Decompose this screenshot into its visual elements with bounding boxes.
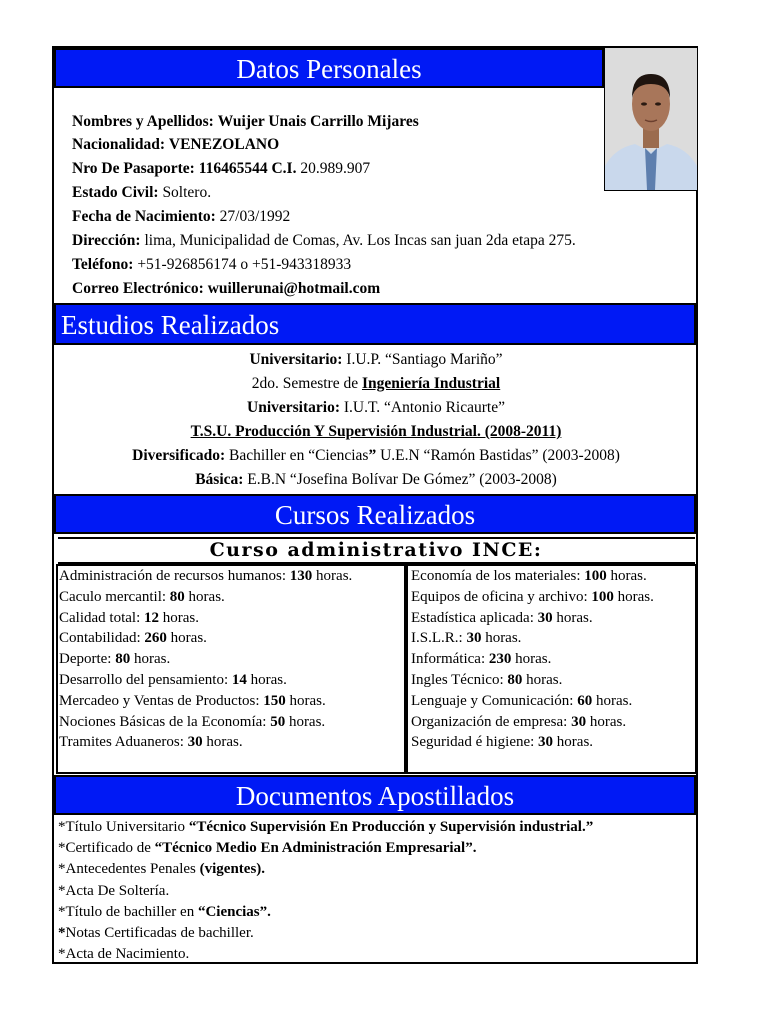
study-uni1 <box>56 349 696 371</box>
course-hours: 30 <box>538 734 554 751</box>
address-row <box>72 230 576 252</box>
course-unit: horas. <box>556 609 593 626</box>
section-studies-header <box>54 303 696 345</box>
course-unit: horas. <box>515 651 552 668</box>
list-item <box>58 817 694 838</box>
list-item <box>58 859 694 880</box>
study-diversificado <box>56 445 696 467</box>
study-uni2-label: Universitario: <box>247 399 340 416</box>
study-semester <box>56 373 696 395</box>
section-documents-title: Documentos Apostillados <box>235 781 515 811</box>
course-name: Equipos de oficina y archivo: <box>411 588 588 605</box>
section-personal-title: Datos Personales <box>236 54 422 84</box>
name-value: Wuijer Unais Carrillo Mijares <box>217 113 419 130</box>
course-unit: horas. <box>589 713 627 730</box>
list-item <box>58 881 694 902</box>
course-unit: horas. <box>595 692 633 709</box>
course-hours: 100 <box>591 588 614 605</box>
course-name: Organización de empresa: <box>411 713 568 730</box>
passport-label: Nro De Pasaporte: <box>72 160 195 177</box>
document-text: Notas Certificadas de bachiller. <box>65 925 254 942</box>
course-name: Deporte: <box>59 651 112 668</box>
ci-label: C.I. <box>271 160 297 177</box>
document-text: *Título Universitario <box>58 819 186 835</box>
section-courses-header <box>54 494 696 534</box>
document-bold: “Ciencias”. <box>197 903 271 920</box>
course-name: Administración de recursos humanos: <box>59 568 287 584</box>
course-hours: 100 <box>584 568 607 584</box>
civil-label: Estado Civil: <box>72 184 159 201</box>
course-unit: horas. <box>610 568 647 584</box>
course-unit: horas. <box>316 568 353 584</box>
birth-label: Fecha de Nacimiento: <box>72 208 216 225</box>
course-unit: horas. <box>485 630 522 647</box>
document-text: *Acta de Nacimiento. <box>58 946 190 963</box>
course-unit: horas. <box>617 588 654 605</box>
course-name: Nociones Básicas de la Economía: <box>59 713 267 730</box>
study-tsu-value: T.S.U. Producción Y Supervisión Industrial. (2008-2011) <box>190 423 562 440</box>
person-portrait-icon <box>605 48 697 190</box>
course-name: Contabilidad: <box>59 630 141 647</box>
course-name: Caculo mercantil: <box>59 588 167 605</box>
course-unit: horas. <box>188 588 225 605</box>
birth-value: 27/03/1992 <box>219 208 291 225</box>
list-item <box>59 732 389 753</box>
course-hours: 260 <box>144 630 167 647</box>
document-text: *Título de bachiller en <box>58 903 195 920</box>
course-hours: 50 <box>270 713 286 730</box>
course-unit: horas. <box>526 671 563 688</box>
name-row <box>72 111 419 133</box>
course-name: Desarrollo del pensamiento: <box>59 671 229 688</box>
course-name: Seguridad é higiene: <box>411 734 535 751</box>
passport-value: 116465544 <box>198 160 268 177</box>
study-uni1-label: Universitario: <box>249 351 343 368</box>
course-unit: horas. <box>133 651 171 668</box>
list-item <box>411 587 697 608</box>
section-courses-title: Cursos Realizados <box>274 500 476 530</box>
document-bold: (vigentes). <box>199 861 266 878</box>
phone-value: +51-926856174 o +51-943318933 <box>137 256 352 273</box>
list-item <box>411 649 697 670</box>
documents-list <box>58 817 694 965</box>
study-uni2-value: I.U.T. “Antonio Ricaurte” <box>343 399 505 416</box>
course-hours: 12 <box>143 609 159 626</box>
list-item <box>59 566 389 587</box>
list-item <box>58 923 694 944</box>
document-bold: * <box>58 925 66 942</box>
list-item <box>59 649 389 670</box>
course-unit: horas. <box>170 630 207 647</box>
course-unit: horas. <box>289 692 326 709</box>
birth-row <box>72 206 290 228</box>
course-name: Calidad total: <box>59 609 141 626</box>
passport-row <box>72 158 370 180</box>
list-item <box>58 902 694 923</box>
study-basic-value: E.B.N “Josefina Bolívar De Gómez” (2003-2008) <box>247 471 557 488</box>
list-item <box>411 608 697 629</box>
list-item <box>59 628 389 649</box>
list-item <box>59 712 389 733</box>
course-hours: 150 <box>263 692 286 709</box>
course-hours: 30 <box>466 630 482 647</box>
course-name: Estadística aplicada: <box>411 609 534 626</box>
list-item <box>411 670 697 691</box>
phone-label: Teléfono: <box>72 256 134 273</box>
list-item <box>58 838 694 859</box>
study-semester-prefix: 2do. Semestre de <box>251 375 359 392</box>
nationality-row <box>72 134 279 156</box>
course-hours: 30 <box>187 734 203 751</box>
course-hours: 130 <box>289 568 313 584</box>
study-semester-value: Ingeniería Industrial <box>361 375 501 392</box>
document-text: *Certificado de <box>58 840 151 857</box>
course-name: Informática: <box>411 651 486 668</box>
study-div-label: Diversificado: <box>132 447 226 464</box>
course-list-left <box>59 566 389 753</box>
course-name: Lenguaje y Comunicación: <box>411 692 574 709</box>
course-hours: 30 <box>571 713 587 730</box>
study-tsu <box>56 421 696 443</box>
course-name: Ingles Técnico: <box>411 671 504 688</box>
course-hours: 80 <box>507 671 523 688</box>
section-personal-header <box>54 48 604 88</box>
list-item <box>411 691 697 712</box>
course-hours: 60 <box>577 692 593 709</box>
document-bold: “Técnico Medio En Administración Empresarial”. <box>154 840 477 857</box>
ci-value: 20.989.907 <box>300 160 371 177</box>
email-label: Correo Electrónico: <box>72 280 204 297</box>
phone-row <box>72 254 351 276</box>
address-label: Dirección: <box>72 232 141 249</box>
list-item <box>411 712 697 733</box>
civil-value: Soltero. <box>162 184 212 201</box>
course-name: I.S.L.R.: <box>411 630 463 647</box>
course-name: Economía de los materiales: <box>411 568 581 584</box>
study-basic-label: Básica: <box>195 471 244 488</box>
course-name: Mercadeo y Ventas de Productos: <box>59 692 260 709</box>
list-item <box>59 670 389 691</box>
name-label: Nombres y Apellidos: <box>72 113 214 130</box>
list-item <box>59 587 389 608</box>
document-text: *Antecedentes Penales <box>58 861 196 878</box>
study-uni2 <box>56 397 696 419</box>
study-div-value-c: U.E.N “Ramón Bastidas” (2003-2008) <box>380 447 620 464</box>
list-item <box>59 691 389 712</box>
profile-photo <box>604 47 698 191</box>
document-bold: “Técnico Supervisión En Producción y Supervisión industrial.” <box>188 819 594 835</box>
address-value: lima, Municipalidad de Comas, Av. Los Incas san juan 2da etapa 275. <box>144 232 576 249</box>
list-item <box>411 732 697 753</box>
section-documents-header <box>54 775 696 815</box>
course-unit: horas. <box>288 713 326 730</box>
course-hours: 230 <box>488 651 512 668</box>
course-hours: 80 <box>115 651 131 668</box>
course-hours: 30 <box>537 609 553 626</box>
document-text: *Acta De Soltería. <box>58 882 170 899</box>
civil-row <box>72 182 211 204</box>
email-value[interactable]: wuillerunai@hotmail.com <box>207 280 381 297</box>
nationality-value: VENEZOLANO <box>168 136 280 153</box>
nationality-label: Nacionalidad: <box>72 136 166 153</box>
courses-subtitle: Curso administrativo INCE: <box>209 539 543 561</box>
section-studies-title: Estudios Realizados <box>61 310 280 340</box>
course-unit: horas. <box>162 609 199 626</box>
course-unit: horas. <box>556 734 594 751</box>
list-item <box>58 944 694 965</box>
course-list-right <box>411 566 697 753</box>
study-div-value-b: ” <box>368 447 377 464</box>
study-uni1-value: I.U.P. “Santiago Mariño” <box>346 351 503 368</box>
list-item <box>411 628 697 649</box>
course-name: Tramites Aduaneros: <box>59 734 184 751</box>
course-unit: horas. <box>206 734 243 751</box>
study-basica <box>56 469 696 491</box>
course-hours: 14 <box>231 671 247 688</box>
list-item <box>59 608 389 629</box>
course-hours: 80 <box>169 588 185 605</box>
study-div-value-a: Bachiller en “Ciencias <box>229 447 369 464</box>
course-unit: horas. <box>250 671 287 688</box>
list-item <box>411 566 697 587</box>
email-row <box>72 278 380 300</box>
